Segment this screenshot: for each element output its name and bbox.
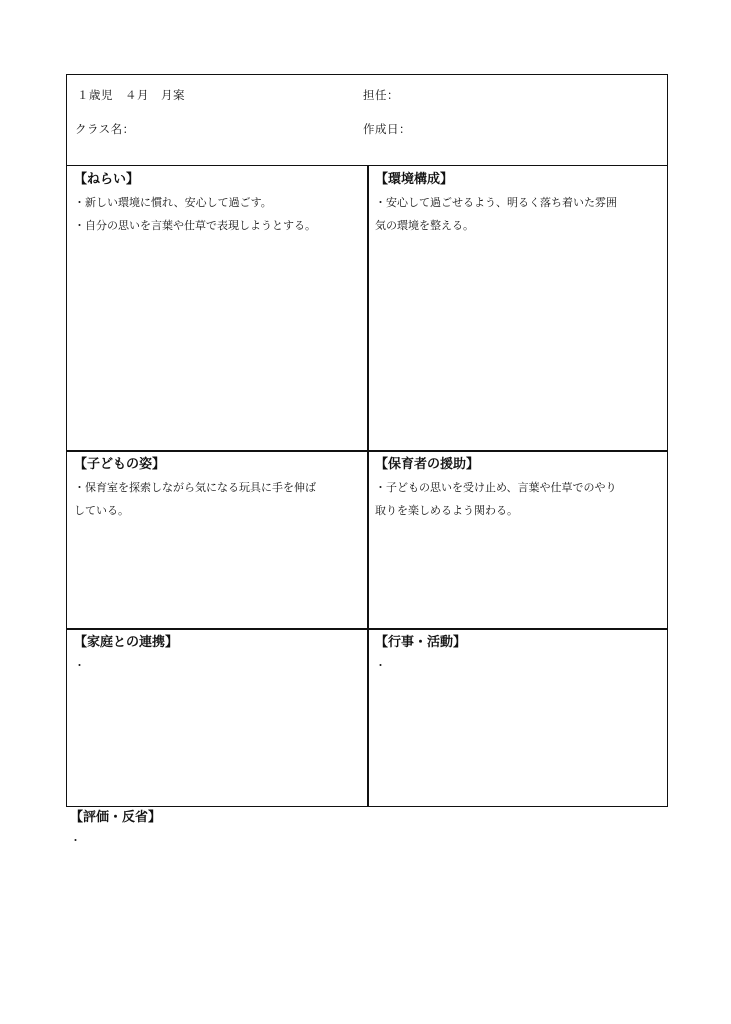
child-state-cell — [67, 451, 367, 628]
environment-line: 気の環境を整える。 — [375, 219, 474, 232]
environment-cell — [368, 166, 668, 450]
aims-title: 【ねらい】 — [74, 172, 140, 187]
caregiver-support-title: 【保育者の援助】 — [375, 457, 480, 472]
child-state-line: ・保育室を探索しながら気になる玩具に手を伸ば — [74, 481, 316, 494]
family-link-title: 【家庭との連携】 — [74, 635, 179, 650]
events-line: ・ — [375, 659, 386, 672]
aims-line: ・自分の思いを言葉や仕草で表現しようとする。 — [74, 219, 316, 232]
monthly-plan-sheet — [66, 74, 668, 807]
created-date-label: 作成日： — [363, 122, 411, 136]
caregiver-support-cell — [368, 451, 668, 628]
child-state-line: している。 — [74, 504, 129, 517]
evaluation-title: 【評価・反省】 — [70, 810, 162, 825]
plan-header — [67, 75, 667, 166]
aims-cell — [67, 166, 367, 450]
environment-line: ・安心して過ごせるよう、明るく落ち着いた雰囲 — [375, 196, 617, 209]
aims-line: ・新しい環境に慣れ、安心して過ごす。 — [74, 196, 272, 209]
caregiver-support-line: 取りを楽しめるよう関わる。 — [375, 504, 518, 517]
events-title: 【行事・活動】 — [375, 635, 467, 650]
class-name-label: クラス名： — [75, 122, 135, 136]
events-cell — [368, 629, 668, 807]
class-title: １歳児 ４月 月案 — [77, 88, 185, 102]
evaluation-section — [70, 808, 670, 852]
family-link-line: ・ — [74, 659, 85, 672]
teacher-label: 担任： — [363, 88, 399, 102]
child-state-title: 【子どもの姿】 — [74, 457, 166, 472]
caregiver-support-line: ・子どもの思いを受け止め、言葉や仕草でのやり — [375, 481, 617, 494]
environment-title: 【環境構成】 — [375, 172, 454, 187]
family-link-cell — [67, 629, 367, 807]
evaluation-line: ・ — [70, 834, 81, 847]
